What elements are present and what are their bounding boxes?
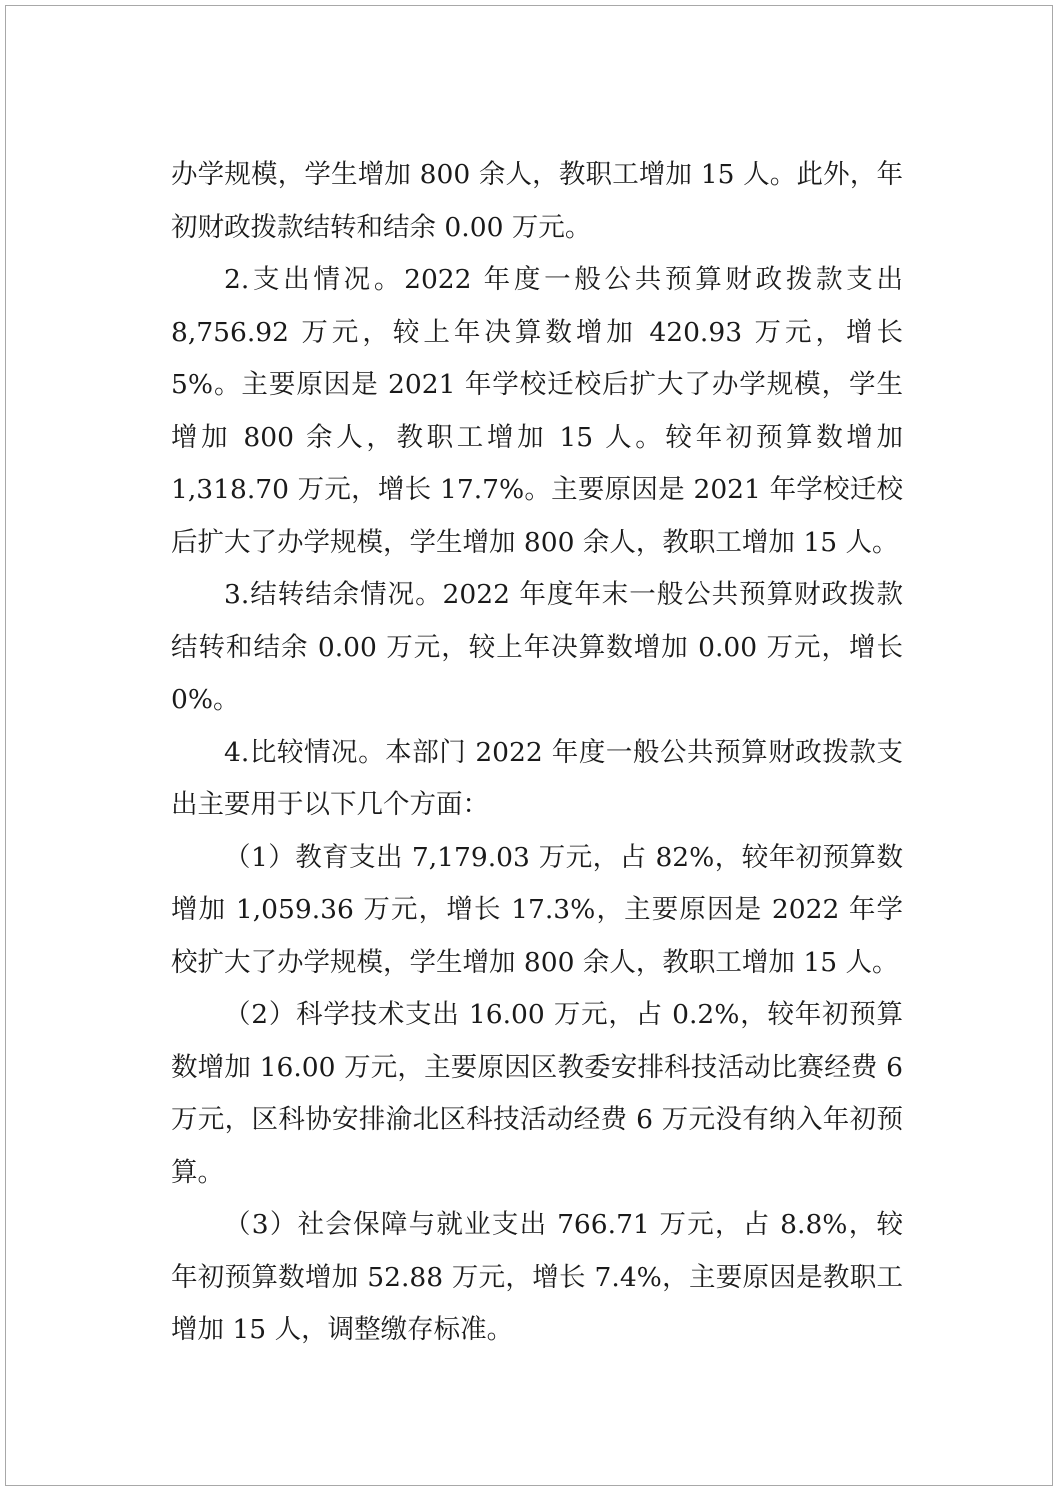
paragraph-comparison: 4.比较情况。本部门 2022 年度一般公共预算财政拨款支出主要用于以下几个方面： [171, 736, 903, 820]
paragraph-social-security-expense: （3）社会保障与就业支出 766.71 万元，占 8.8%，较年初预算数增加 52.88 万元，增长 7.4%，主要原因是教职工增加 15 人，调整缴存标准。 [171, 1209, 903, 1345]
paragraph-continuation: 办学规模，学生增加 800 余人，教职工增加 15 人。此外，年初财政拨款结转和结余 0.00 万元。 [171, 159, 903, 243]
document-page [5, 5, 1053, 1486]
paragraph-education-expense: （1）教育支出 7,179.03 万元，占 82%，较年初预算数增加 1,059.36 万元，增长 17.3%，主要原因是 2022 年学校扩大了办学规模，学生增加 800 余人，教职工增加 15 人。 [171, 841, 904, 978]
document-body [171, 149, 903, 1357]
paragraph-science-expense: （2）科学技术支出 16.00 万元，占 0.2%，较年初预算数增加 16.00 万元，主要原因区教委安排科技活动比赛经费 6 万元，区科协安排渝北区科技活动经费 6 万元没有纳入年初预算。 [171, 999, 903, 1188]
paragraph-carryover: 3.结转结余情况。2022 年度年末一般公共预算财政拨款结转和结余 0.00 万元，较上年决算数增加 0.00 万元，增长 0%。 [171, 579, 903, 715]
paragraph-expenditure: 2.支出情况。2022 年度一般公共预算财政拨款支出 8,756.92 万元，较上年决算数增加 420.93 万元，增长 5%。主要原因是 2021 年学校迁校后扩大了办学规模，学生增加 800 余人，教职工增加 15 人。较年初预算数增加 1,318.70 万元，增长 17.7%。主要原因是 2021 年学校迁校后扩大了办学规模，学生增加 800 余人，教职工增加 15 人。 [171, 264, 903, 558]
